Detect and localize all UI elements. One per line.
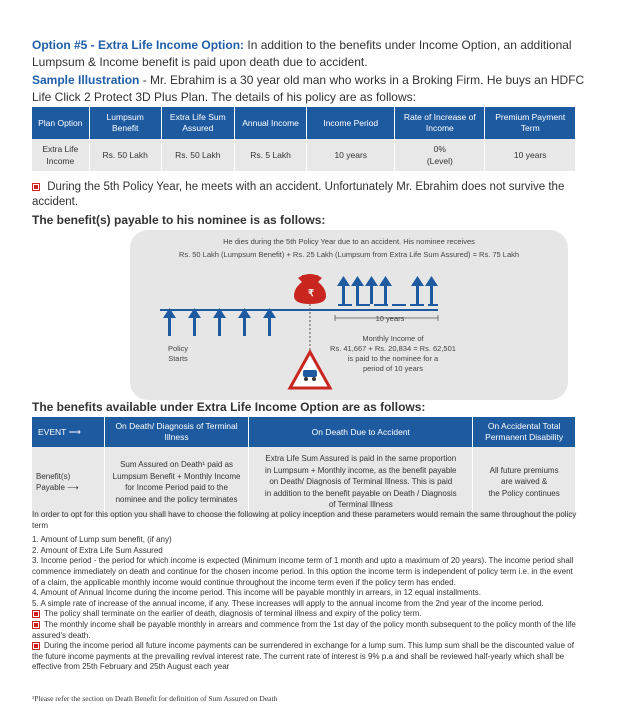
event-label: EVENT <box>38 426 67 437</box>
arrow-up-icon <box>188 308 201 336</box>
table-cell: Rs. 5 Lakh <box>234 139 307 171</box>
table-cell <box>395 139 485 171</box>
bullet-icon <box>32 642 40 650</box>
arrow-up-icon <box>365 276 378 304</box>
arrow-up-icon <box>425 276 438 304</box>
arrow-up-icon <box>263 308 276 336</box>
cell-line: in addition to the benefit payable on Death / Diagnosis <box>264 488 457 498</box>
arrow-up-icon <box>379 276 392 304</box>
accident-bullet <box>32 180 606 210</box>
list-item: 1. Amount of Lump sum benefit, (if any) <box>32 535 172 545</box>
income-arrows <box>337 276 438 304</box>
table-header-cell: Income Period <box>307 107 395 139</box>
policy-starts-label <box>158 344 198 364</box>
premium-arrows <box>163 308 276 336</box>
cell-line: for Income Period paid to the <box>125 483 228 492</box>
timeline-graphic <box>130 230 568 400</box>
notes-intro: In order to opt for this option you shall have to choose the following at policy inception and these parameters would remain the same throughout the policy term <box>32 510 577 530</box>
sample-paragraph <box>32 72 606 106</box>
table-header-cell: Lumpsum Benefit <box>89 107 161 139</box>
table-cell <box>249 447 473 517</box>
benefits-table-header <box>32 417 575 447</box>
accident-text: During the 5th Policy Year, he meets with an accident. Unfortunately Mr. Ebrahim does not survive the accident. <box>32 181 565 208</box>
arrow-up-icon <box>351 276 364 304</box>
table-header-cell: On Accidental Total Permanent Disability <box>473 417 575 447</box>
cell-line: Lumpsum Benefit + Monthly Income <box>112 471 241 481</box>
cell-line: nominee and the policy terminates <box>115 494 238 504</box>
table-cell <box>32 447 104 517</box>
policy-table-header <box>32 107 575 139</box>
table-header-cell: On Death Due to Accident <box>249 417 473 447</box>
table-row <box>32 139 575 171</box>
policy-starts-line2: Starts <box>168 354 188 363</box>
table-cell: 10 years <box>307 139 395 171</box>
table-row <box>32 447 575 517</box>
arrow-right-icon: ⟶ <box>68 426 81 437</box>
option-heading: Option #5 - Extra Life Income Option: <box>32 38 245 52</box>
arrow-up-icon <box>411 276 424 304</box>
nominee-heading: The benefit(s) payable to his nominee is as follows: <box>32 213 326 227</box>
list-item: During the income period all future income payments can be surrendered in exchange for a lump sum. This lump sum shall be the discounted value of the future income payments at the prevailing revival interest rate. The current rate of interest is 9% p.a and shall be reviewed half-yearly which shall be effective from 25th February and 25th August each year <box>32 641 574 672</box>
monthly-line3: is paid to the nominee for a <box>347 354 439 363</box>
cell-line: in Lumpsum + Monthly income, as the benefit payable <box>265 465 457 475</box>
diagram-line2: Rs. 50 Lakh (Lumpsum Benefit) + Rs. 25 Lakh (Lumpsum from Extra Life Sum Assured) = Rs. 75 Lakh <box>178 250 520 259</box>
footnote: ¹Please refer the section on Death Benefit for definition of Sum Assured on Death <box>32 694 278 703</box>
table-cell: Rs. 50 Lakh <box>89 139 161 171</box>
list-item: 2. Amount of Extra Life Sum Assured <box>32 545 163 555</box>
list-item: The policy shall terminate on the earlier of death, diagnosis of terminal illness and expiry of the policy term. <box>32 609 577 620</box>
table-header-cell: Annual Income <box>234 107 307 139</box>
arrow-right-icon: ⟶ <box>67 483 79 492</box>
table-cell: 10 years <box>485 139 575 171</box>
row-label-line1: Benefit(s) <box>36 471 71 481</box>
table-header-cell: Rate of Increase of Income <box>395 107 485 139</box>
table-cell: Rs. 50 Lakh <box>161 139 234 171</box>
table-cell <box>473 447 575 517</box>
row-label-line2: Payable ⟶ <box>36 483 79 492</box>
table-header-cell: Premium Payment Term <box>485 107 575 139</box>
sample-heading: Sample Illustration <box>32 73 140 87</box>
benefits-heading: The benefits available under Extra Life Income Option are as follows: <box>32 400 426 414</box>
cell-line: All future premiums <box>489 465 559 475</box>
cell-line: on Death/ Diagnosis of Terminal Illness. This is paid <box>269 477 453 487</box>
notes-section <box>32 510 577 673</box>
bullet-icon <box>32 183 40 191</box>
sample-text: - Mr. Ebrahim is a 30 year old man who works in a Broking Firm. He buys an HDFC Life Click 2 Protect 3D Plus Plan. The details of his policy are as follows: <box>32 73 585 104</box>
bullet-icon <box>32 610 40 618</box>
option-text: In addition to the benefits under Income Option, an additional Lumpsum & Income benefit is paid upon death due to accident. <box>32 38 572 69</box>
table-cell <box>104 447 248 517</box>
policy-starts-line1: Policy <box>167 344 188 353</box>
rupee-symbol: ₹ <box>308 288 314 298</box>
arrow-up-icon <box>337 276 350 304</box>
table-header-cell <box>32 417 104 447</box>
option-paragraph <box>32 37 606 71</box>
cell-line: the Policy continues <box>488 488 560 498</box>
table-cell: Extra Life Income <box>32 139 89 171</box>
arrow-up-icon <box>213 308 226 336</box>
benefit-diagram <box>130 230 568 400</box>
benefits-table <box>32 417 575 517</box>
cell-line: of Terminal Illness <box>328 500 393 510</box>
cell-line: are waived & <box>501 477 548 487</box>
monthly-income-label <box>318 334 468 374</box>
table-header-cell: On Death/ Diagnosis of Terminal Illness <box>104 417 248 447</box>
rate-value: 0% <box>433 144 446 154</box>
bullet-icon <box>32 621 40 629</box>
arrow-up-icon <box>238 308 251 336</box>
monthly-line1: Monthly Income of <box>362 334 424 343</box>
ten-years-label: 10 years <box>375 314 405 323</box>
monthly-line4: period of 10 years <box>362 364 424 373</box>
list-item: The monthly income shall be payable monthly in arrears and commence from the 1st day of the policy month subsequent to the policy month of the life assured's death. <box>32 619 576 640</box>
list-item: 4. Amount of Annual Income during the income period. This income will be payable monthly in arrears, in 12 equal installments. <box>32 588 481 598</box>
monthly-line2: Rs. 41,667 + Rs. 20,834 = Rs. 62,501 <box>330 344 456 353</box>
table-header-cell: Plan Option <box>32 107 89 139</box>
diagram-line1: He dies during the 5th Policy Year due to an accident. His nominee receives <box>223 237 475 246</box>
list-item: 3. Income period - the period for which income is expected (Minimum income term of 1 month and upto a maximum of 20 years). The income period shall commence immediately on death and continue for the chosen income period. In this option the income term is independent of policy term i.e. in the event of a claim, the applicable monthly income would continue throughout the income term even if the policy term has ended. <box>32 556 574 587</box>
policy-table <box>32 107 575 171</box>
list-item: 5. A simple rate of increase of the annual income, if any. These increases will apply to the annual income from the 2nd year of the income period. <box>32 598 544 608</box>
table-header-cell: Extra Life Sum Assured <box>161 107 234 139</box>
rate-type: (Level) <box>426 156 453 166</box>
cell-line: Sum Assured on Death¹ paid as <box>120 460 234 469</box>
cell-line: Extra Life Sum Assured is paid in the same proportion <box>265 454 457 464</box>
arrow-up-icon <box>163 308 176 336</box>
